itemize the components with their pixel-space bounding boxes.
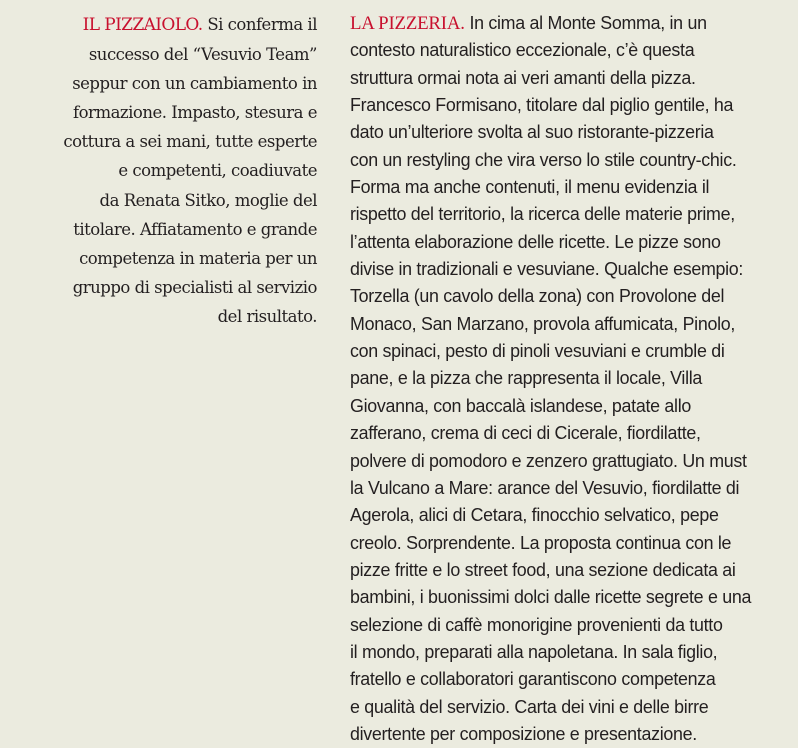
pizzeria-text-line: contesto naturalistico eccezionale, c’è questa	[350, 40, 695, 61]
pizzeria-text-line: fratello e collaboratori garantiscono competenza	[350, 669, 716, 690]
pizzeria-text-line: divertente per composizione e presentazione.	[350, 723, 697, 744]
pizzaiolo-text-line: gruppo di specialisti al servizio	[72, 277, 317, 297]
pizzeria-text-line: Giovanna, con baccalà islandese, patate allo	[350, 395, 691, 416]
pizzeria-column	[350, 10, 798, 748]
pizzaiolo-text-line: competenza in materia per un	[79, 248, 317, 268]
pizzeria-text-line: Torzella (un cavolo della zona) con Provolone del	[350, 286, 725, 307]
pizzeria-text-line: Francesco Formisano, titolare dal piglio gentile, ha	[350, 95, 734, 116]
pizzaiolo-text-line: e competenti, coadiuvate	[118, 161, 317, 181]
pizzaiolo-column	[30, 10, 317, 331]
pizzeria-text-line: selezione di caffè monorigine provenienti da tutto	[350, 614, 723, 635]
pizzaiolo-heading: IL PIZZAIOLO.	[82, 15, 203, 35]
pizzeria-text-line: polvere di pomodoro e zenzero grattugiato. Un must	[350, 450, 747, 471]
pizzaiolo-text-line: formazione. Impasto, stesura e	[73, 103, 317, 123]
pizzeria-text-line: con spinaci, pesto di pinoli vesuviani e crumble di	[350, 341, 725, 362]
pizzeria-text-line: rispetto del territorio, la ricerca delle materie prime,	[350, 204, 735, 225]
pizzeria-text-line: pizze fritte e lo street food, una sezione dedicata ai	[350, 559, 736, 580]
pizzaiolo-first-line	[30, 10, 317, 40]
pizzeria-text-line: la Vulcano a Mare: arance del Vesuvio, fiordilatte di	[350, 477, 740, 498]
pizzaiolo-text-line: Si conferma il	[202, 15, 317, 34]
pizzeria-text-line: In cima al Monte Somma, in un	[464, 13, 707, 33]
pizzeria-text-line: divise in tradizionali e vesuviane. Qualche esempio:	[350, 259, 744, 280]
pizzaiolo-text-line: da Renata Sitko, moglie del	[99, 190, 317, 210]
pizzeria-text-line: creolo. Sorprendente. La proposta continua con le	[350, 532, 732, 553]
pizzeria-text-line: con un restyling che vira verso lo stile country-chic.	[350, 149, 737, 170]
pizzeria-text-line: e qualità del servizio. Carta dei vini e delle birre	[350, 696, 709, 717]
pizzeria-text-line: bambini, i buonissimi dolci dalle ricette segrete e una	[350, 587, 752, 608]
pizzeria-text-line: l’attenta elaborazione delle ricette. Le pizze sono	[350, 231, 721, 252]
pizzeria-text-line: Monaco, San Marzano, provola affumicata, Pinolo,	[350, 313, 736, 334]
pizzeria-text-line: pane, e la pizza che rappresenta il locale, Villa	[350, 368, 703, 389]
pizzeria-text-line: il mondo, preparati alla napoletana. In sala figlio,	[350, 641, 718, 662]
pizzaiolo-text-line: cottura a sei mani, tutte esperte	[63, 132, 317, 152]
pizzaiolo-text-line: del risultato.	[217, 306, 317, 326]
pizzeria-heading: LA PIZZERIA.	[350, 13, 465, 34]
pizzaiolo-text-line: seppur con un cambiamento in	[72, 74, 317, 94]
pizzeria-text-line: dato un’ulteriore svolta al suo ristorante-pizzeria	[350, 122, 714, 143]
pizzeria-text-line: struttura ormai nota ai veri amanti della pizza.	[350, 67, 696, 88]
pizzaiolo-text-line: successo del “Vesuvio Team”	[88, 45, 317, 65]
pizzaiolo-text-line: titolare. Affiatamento e grande	[73, 219, 317, 239]
pizzeria-text-line: Forma ma anche contenuti, il menu evidenzia il	[350, 177, 710, 198]
pizzeria-first-line	[350, 10, 796, 37]
pizzeria-text-line: zafferano, crema di ceci di Cicerale, fiordilatte,	[350, 423, 701, 444]
pizzeria-text-line: Agerola, alici di Cetara, finocchio selvatico, pepe	[350, 505, 719, 526]
